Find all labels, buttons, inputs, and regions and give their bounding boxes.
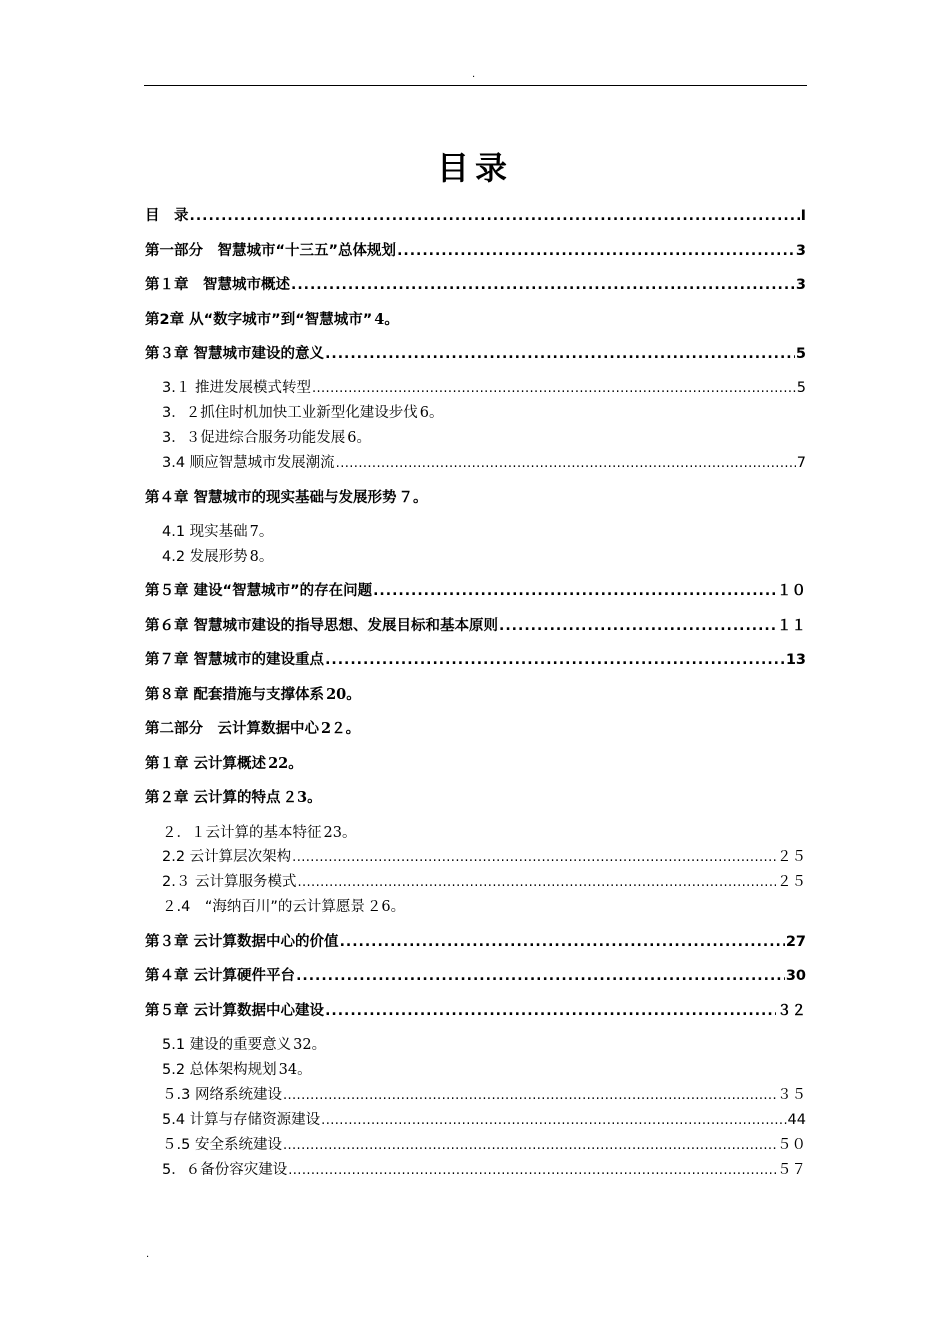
toc-entry-title: 第８章 配套措施与支撑体系 bbox=[145, 687, 325, 703]
toc-page-number: 22。 bbox=[268, 755, 303, 772]
toc-entry[interactable] bbox=[145, 787, 806, 809]
toc-entry-title: 第３章 智慧城市建设的意义 bbox=[145, 346, 325, 362]
toc-entry[interactable] bbox=[145, 580, 806, 602]
toc-entry[interactable] bbox=[145, 274, 806, 296]
toc-entry[interactable] bbox=[145, 1000, 806, 1022]
toc-entry-title: 第４章 云计算硬件平台 bbox=[145, 968, 296, 984]
toc-page-number: ３５ bbox=[777, 1087, 806, 1103]
toc-entry-title: 3.4 顺应智慧城市发展潮流 bbox=[162, 455, 335, 471]
toc-page-number: 32。 bbox=[293, 1037, 327, 1053]
toc-page-number: ２3。 bbox=[282, 789, 322, 806]
toc-entry-title: 2.３ 云计算服务模式 bbox=[162, 874, 297, 890]
toc-leader bbox=[292, 846, 776, 869]
toc-entry[interactable] bbox=[145, 615, 806, 637]
toc-page-number: ５７ bbox=[777, 1162, 806, 1178]
toc-entry[interactable] bbox=[162, 871, 806, 893]
toc-leader bbox=[397, 240, 795, 262]
toc-page-number: ２５ bbox=[777, 874, 806, 890]
toc-entry[interactable] bbox=[145, 343, 806, 365]
toc-entry[interactable] bbox=[162, 1084, 806, 1106]
page-title: 目录 bbox=[436, 149, 513, 187]
toc-leader bbox=[312, 377, 796, 400]
toc-entry-title: ５.5 安全系统建设 bbox=[162, 1137, 282, 1153]
toc-entry[interactable] bbox=[162, 546, 806, 568]
toc-entry[interactable] bbox=[162, 822, 806, 844]
toc-entry[interactable] bbox=[162, 1134, 806, 1156]
toc-page-number: 8。 bbox=[249, 549, 274, 565]
toc-entry-title: 4.2 发展形势 bbox=[162, 549, 248, 565]
toc-page-number: ２6。 bbox=[366, 899, 406, 915]
toc-page-number: ５０ bbox=[777, 1137, 806, 1153]
toc-leader bbox=[291, 274, 795, 296]
toc-entry-title: ５.3 网络系统建设 bbox=[162, 1087, 282, 1103]
toc-entry-title: 3．２抓住时机加快工业新型化建设步伐 bbox=[162, 405, 418, 421]
toc-page-number: 27 bbox=[785, 934, 806, 950]
toc-leader bbox=[373, 580, 776, 602]
toc-page-number: 34。 bbox=[278, 1062, 312, 1078]
toc-page-number: 3 bbox=[795, 277, 806, 293]
toc-page-number: 7。 bbox=[249, 524, 274, 540]
toc-entry[interactable] bbox=[162, 846, 806, 868]
toc-leader bbox=[325, 649, 785, 671]
toc-entry-title: 4.1 现实基础 bbox=[162, 524, 248, 540]
toc-leader bbox=[190, 205, 800, 227]
toc-page-number: 6。 bbox=[347, 430, 371, 446]
toc-entry-title: 第一部分 智慧城市“十三五”总体规划 bbox=[145, 243, 397, 259]
toc-entry[interactable] bbox=[145, 649, 806, 671]
toc-page-number: 4。 bbox=[374, 311, 399, 328]
toc-leader bbox=[288, 1159, 776, 1182]
toc-entry[interactable] bbox=[162, 896, 806, 918]
toc-leader bbox=[321, 1109, 786, 1132]
toc-entry[interactable] bbox=[162, 452, 806, 474]
toc-entry-title: 第二部分 云计算数据中心 bbox=[145, 721, 319, 737]
toc-entry-title: 目 录 bbox=[145, 208, 189, 224]
toc-entry[interactable] bbox=[145, 718, 806, 740]
toc-page-number: 30 bbox=[785, 968, 806, 984]
header-rule bbox=[144, 85, 807, 86]
toc-page-number: ３２ bbox=[777, 1003, 806, 1019]
toc-page-number: ２５ bbox=[777, 849, 806, 865]
toc-entry[interactable] bbox=[145, 487, 806, 509]
toc-entry-title: 3.１ 推进发展模式转型 bbox=[162, 380, 311, 396]
toc-leader bbox=[499, 615, 776, 637]
toc-page-number: I bbox=[800, 208, 806, 224]
toc-entry[interactable] bbox=[162, 521, 806, 543]
toc-entry[interactable] bbox=[145, 965, 806, 987]
toc-leader bbox=[336, 452, 796, 475]
toc-page-number: 20。 bbox=[326, 686, 361, 703]
toc-entry[interactable] bbox=[145, 205, 806, 227]
toc-entry-title: ２．１云计算的基本特征 bbox=[162, 825, 322, 841]
toc-leader bbox=[283, 1084, 776, 1107]
toc-entry[interactable] bbox=[162, 1034, 806, 1056]
toc-entry[interactable] bbox=[145, 309, 806, 331]
toc-page-number: 2２。 bbox=[321, 720, 361, 737]
toc-entry-title: 第７章 智慧城市的建设重点 bbox=[145, 652, 325, 668]
toc-page-number: 13 bbox=[785, 652, 806, 668]
toc-entry-title: 5.2 总体架构规划 bbox=[162, 1062, 277, 1078]
toc-entry-title: 第６章 智慧城市建设的指导思想、发展目标和基本原则 bbox=[145, 618, 499, 634]
toc-entry-title: 第１章 云计算概述 bbox=[145, 756, 267, 772]
toc-entry[interactable] bbox=[162, 1159, 806, 1181]
toc-entry[interactable] bbox=[145, 753, 806, 775]
toc-entry[interactable] bbox=[162, 377, 806, 399]
toc-leader bbox=[283, 1134, 776, 1157]
toc-entry-title: 3．３促进综合服务功能发展 bbox=[162, 430, 346, 446]
toc-page-number: １１ bbox=[777, 618, 806, 634]
toc-page-number: １０ bbox=[777, 583, 806, 599]
toc-entry[interactable] bbox=[145, 931, 806, 953]
toc-entry-title: ２.4 “海纳百川”的云计算愿景 bbox=[162, 899, 365, 915]
toc-entry-title: 第５章 云计算数据中心建设 bbox=[145, 1003, 325, 1019]
toc-page-number: 5 bbox=[796, 380, 806, 396]
toc-page-number: 5 bbox=[795, 346, 806, 362]
toc-entry[interactable] bbox=[145, 240, 806, 262]
toc-page-number: 44 bbox=[787, 1112, 806, 1128]
header-mark: . bbox=[472, 69, 476, 80]
toc-entry[interactable] bbox=[145, 684, 806, 706]
toc-leader bbox=[340, 931, 785, 953]
toc-leader bbox=[325, 343, 795, 365]
toc-entry-title: 2.2 云计算层次架构 bbox=[162, 849, 292, 865]
toc-page-number: 23。 bbox=[323, 825, 357, 841]
toc-entry[interactable] bbox=[162, 1109, 806, 1131]
toc-entry-title: 第１章 智慧城市概述 bbox=[145, 277, 290, 293]
footer-mark: . bbox=[146, 1249, 150, 1260]
toc-entry-title: 第４章 智慧城市的现实基础与发展形势 bbox=[145, 490, 397, 506]
toc-entry[interactable] bbox=[162, 1059, 806, 1081]
toc-page-number: 6。 bbox=[419, 405, 444, 421]
toc-entry-title: 5.4 计算与存储资源建设 bbox=[162, 1112, 321, 1128]
toc-leader bbox=[325, 1000, 776, 1022]
toc-entry[interactable] bbox=[162, 427, 806, 449]
toc-page-number: 7 bbox=[796, 455, 806, 471]
toc-entry-title: 5.1 建设的重要意义 bbox=[162, 1037, 292, 1053]
toc-entry-title: 第３章 云计算数据中心的价值 bbox=[145, 934, 339, 950]
toc-entry[interactable] bbox=[162, 402, 806, 424]
toc-page-number: ７。 bbox=[398, 489, 428, 506]
toc-entry-title: 第２章 云计算的特点 bbox=[145, 790, 281, 806]
toc-leader bbox=[296, 965, 785, 987]
toc-page-number: 3 bbox=[795, 243, 806, 259]
toc-entry-title: 5．６备份容灾建设 bbox=[162, 1162, 288, 1178]
toc-leader bbox=[297, 871, 776, 894]
toc-entry-title: 第2章 从“数字城市”到“智慧城市” bbox=[145, 312, 373, 328]
toc-entry-title: 第５章 建设“智慧城市”的存在问题 bbox=[145, 583, 373, 599]
